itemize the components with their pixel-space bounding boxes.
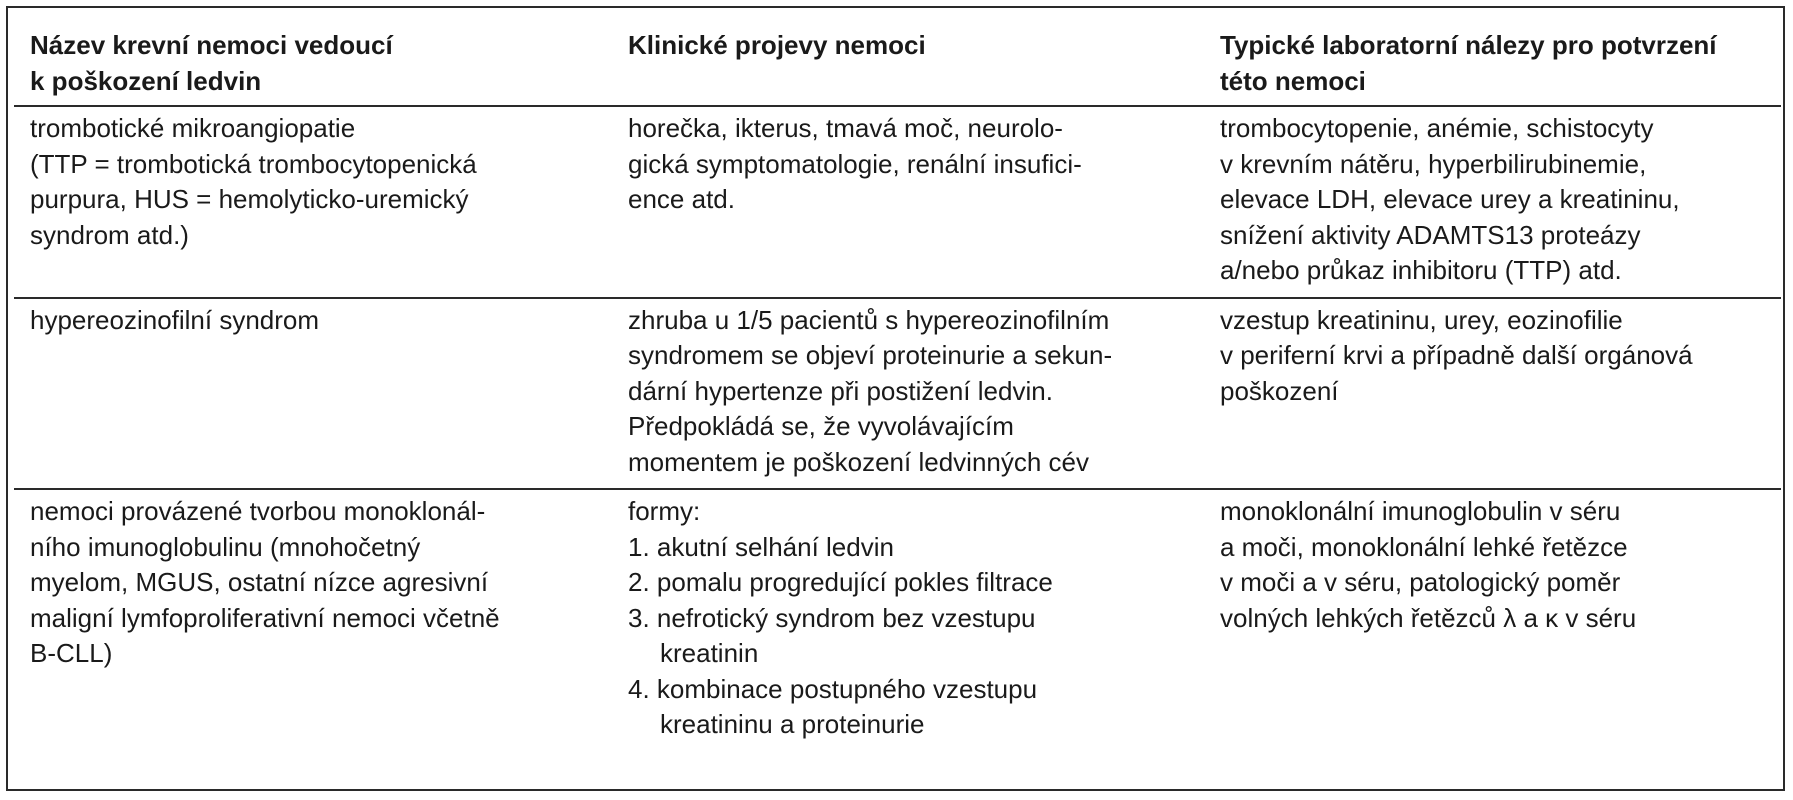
cell-lab xyxy=(1204,106,1781,298)
clinical-form-item-continuation: kreatininu a proteinurie xyxy=(660,709,925,739)
cell-line: ního imunoglobulinu (mnohočetný xyxy=(30,531,421,562)
table-row xyxy=(14,298,1781,490)
clinical-form-item: 2. pomalu progredující pokles filtrace xyxy=(628,567,1053,597)
cell-line: Předpokládá se, že vyvolávajícím xyxy=(628,411,1014,441)
cell-line: snížení aktivity ADAMTS13 proteázy xyxy=(1220,219,1641,250)
cell-line: zhruba u 1/5 pacientů s hypereozinofilním xyxy=(628,304,1110,335)
clinical-form-item-continuation: kreatinin xyxy=(660,638,759,668)
cell-line: a/nebo průkaz inhibitoru (TTP) atd. xyxy=(1220,255,1622,285)
cell-clinical xyxy=(612,298,1204,490)
cell-line: horečka, ikterus, tmavá moč, neurolo- xyxy=(628,113,1063,143)
clinical-form-item: 4. kombinace postupného vzestupu xyxy=(628,673,1038,704)
table-header-row xyxy=(14,16,1781,106)
cell-line: syndrom atd.) xyxy=(30,219,189,250)
cell-clinical xyxy=(612,106,1204,298)
header-clinical xyxy=(612,16,1204,106)
table-frame xyxy=(6,6,1785,791)
header-line: Typické laboratorní nálezy pro potvrzení xyxy=(1220,30,1717,60)
clinical-form-item: 1. akutní selhání ledvin xyxy=(628,531,894,562)
header-lab-findings xyxy=(1204,16,1781,106)
header-line: Název krevní nemoci vedoucí xyxy=(30,30,393,60)
cell-line: gická symptomatologie, renální insufici- xyxy=(628,148,1082,179)
cell-disease xyxy=(14,106,612,298)
cell-line: momentem je poškození ledvinných cév xyxy=(628,446,1090,477)
cell-line: a moči, monoklonální lehké řetězce xyxy=(1220,531,1628,562)
cell-line: (TTP = trombotická trombocytopenická xyxy=(30,148,477,179)
cell-line: v moči a v séru, patologický poměr xyxy=(1220,567,1621,597)
header-line: k poškození ledvin xyxy=(30,65,262,96)
cell-line: vzestup kreatininu, urey, eozinofilie xyxy=(1220,304,1623,335)
cell-line: maligní lymfoproliferativní nemoci včetně xyxy=(30,602,500,633)
cell-line: hypereozinofilní syndrom xyxy=(30,304,320,335)
cell-line: v periferní krvi a případně další orgánová xyxy=(1220,340,1693,370)
cell-line: myelom, MGUS, ostatní nízce agresivní xyxy=(30,567,489,597)
clinical-form-item: 3. nefrotický syndrom bez vzestupu xyxy=(628,602,1036,633)
cell-line: elevace LDH, elevace urey a kreatininu, xyxy=(1220,184,1680,214)
header-disease-name xyxy=(14,16,612,106)
cell-line: monoklonální imunoglobulin v séru xyxy=(1220,496,1621,526)
cell-line: v krevním nátěru, hyperbilirubinemie, xyxy=(1220,148,1647,179)
cell-line: volných lehkých řetězců λ a κ v séru xyxy=(1220,602,1637,633)
cell-disease xyxy=(14,298,612,490)
kidney-blood-disease-table xyxy=(14,16,1781,751)
cell-line: nemoci provázené tvorbou monoklonál- xyxy=(30,496,486,526)
cell-line: B-CLL) xyxy=(30,638,113,668)
cell-lab xyxy=(1204,489,1781,751)
cell-line: dární hypertenze při postižení ledvin. xyxy=(628,375,1053,406)
table-row xyxy=(14,106,1781,298)
cell-disease xyxy=(14,489,612,751)
cell-line: purpura, HUS = hemolyticko-uremický xyxy=(30,184,469,214)
cell-lab xyxy=(1204,298,1781,490)
header-line: této nemoci xyxy=(1220,65,1366,96)
clinical-forms-intro: formy: xyxy=(628,496,701,526)
cell-line: trombotické mikroangiopatie xyxy=(30,113,356,143)
cell-line: poškození xyxy=(1220,375,1339,406)
cell-line: ence atd. xyxy=(628,184,735,214)
table-row xyxy=(14,489,1781,751)
header-line: Klinické projevy nemoci xyxy=(628,30,926,60)
cell-line: trombocytopenie, anémie, schistocyty xyxy=(1220,113,1654,143)
cell-line: syndromem se objeví proteinurie a sekun- xyxy=(628,340,1113,370)
cell-clinical xyxy=(612,489,1204,751)
